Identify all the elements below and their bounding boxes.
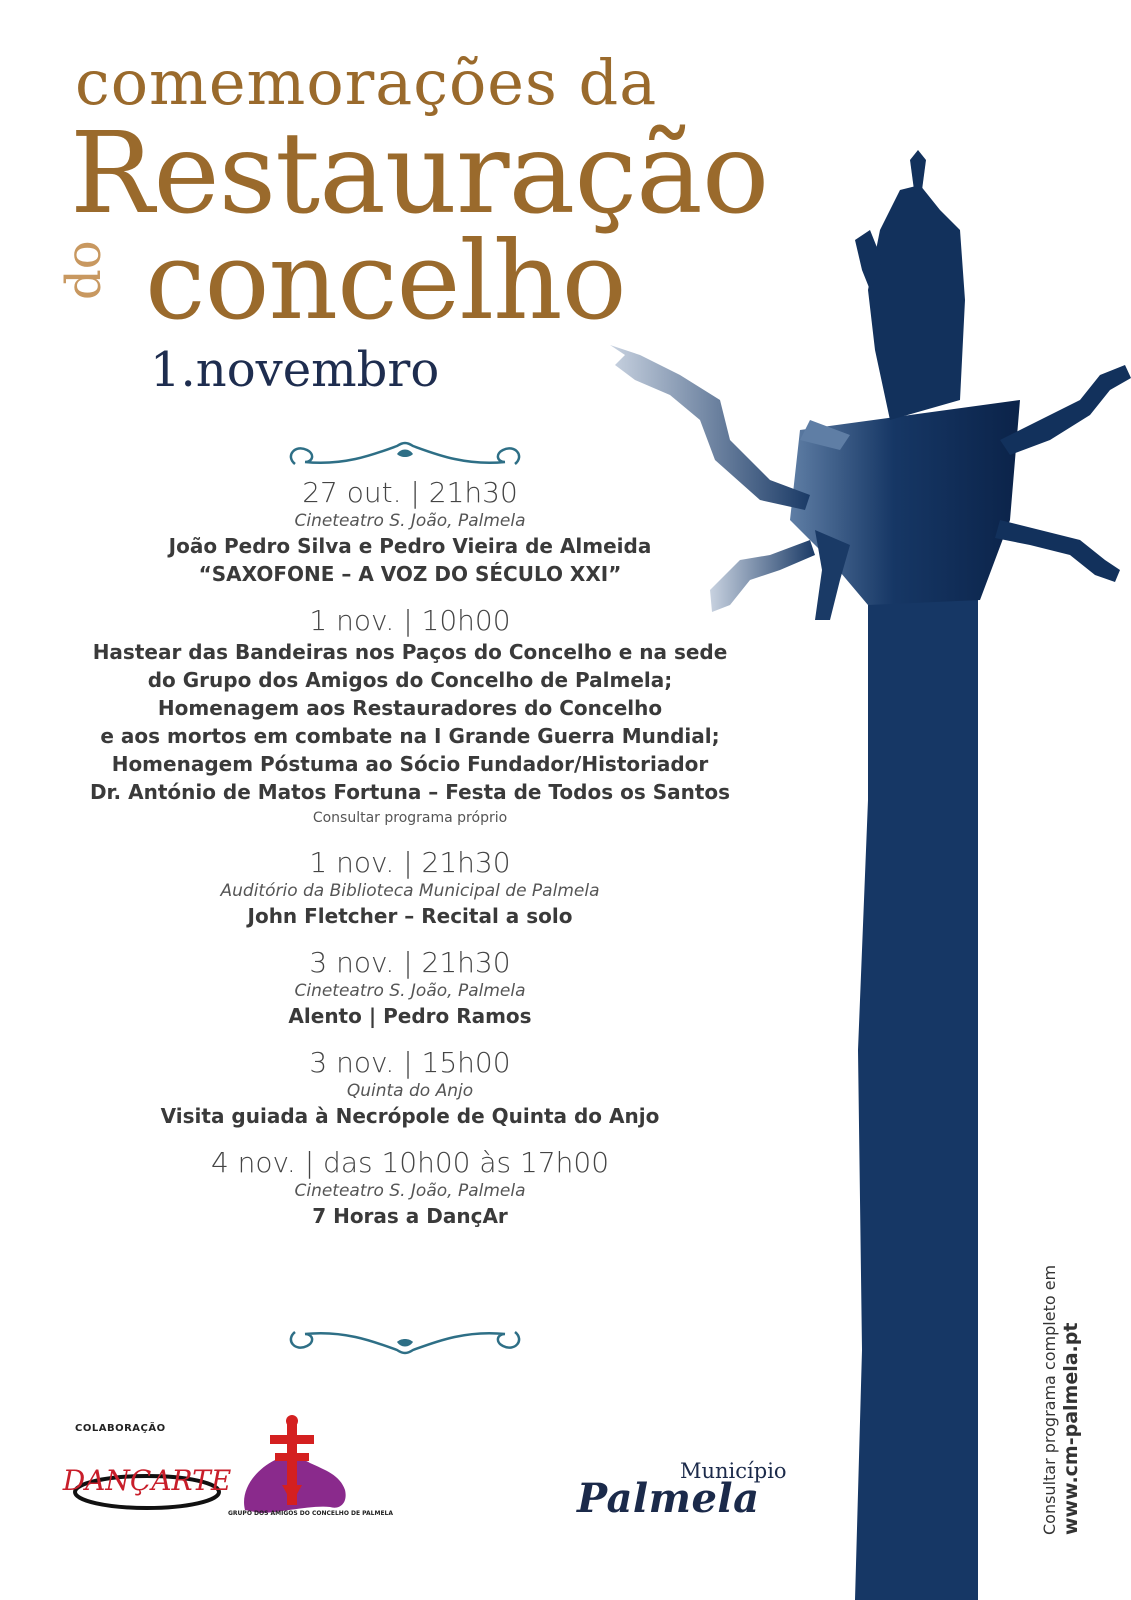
event-place: Auditório da Biblioteca Municipal de Palmela [220, 881, 600, 901]
title-line-concelho: concelho [145, 219, 626, 344]
event-description: Homenagem Póstuma ao Sócio Fundador/Historiador [111, 752, 709, 776]
event-place: Cineteatro S. João, Palmela [294, 981, 526, 1001]
event-date: 1 nov. | 21h30 [309, 846, 511, 879]
title-prefix-do: do [56, 240, 112, 300]
event-place: Quinta do Anjo [346, 1081, 474, 1101]
event-date: 3 nov. | 21h30 [309, 946, 511, 979]
event-item [60, 1046, 760, 1130]
title-line-restauracao: Restauração [70, 109, 769, 239]
event-description: 7 Horas a DançAr [312, 1204, 508, 1228]
website-link[interactable]: www.cm-palmela.pt [1060, 1322, 1082, 1535]
event-program [60, 476, 760, 1246]
title-date: 1.novembro [150, 342, 440, 398]
palmela-wordmark: Palmela [577, 1475, 760, 1522]
collaboration-label: COLABORAÇÃO [75, 1423, 166, 1434]
event-date: 27 out. | 21h30 [302, 476, 518, 509]
event-description: do Grupo dos Amigos do Concelho de Palmela; [147, 668, 673, 692]
event-place: Cineteatro S. João, Palmela [294, 511, 526, 531]
dancarte-logo [62, 1448, 232, 1518]
event-description: Homenagem aos Restauradores do Concelho [157, 696, 663, 720]
event-description: John Fletcher – Recital a solo [247, 904, 573, 928]
event-date: 3 nov. | 15h00 [309, 1046, 511, 1079]
event-item [60, 604, 760, 830]
dancarte-wordmark: DANÇARTE [62, 1464, 232, 1497]
event-place: Cineteatro S. João, Palmela [294, 1181, 526, 1201]
event-description: Dr. António de Matos Fortuna – Festa de Todos os Santos [89, 780, 731, 804]
municipio-label: Município [680, 1459, 787, 1483]
ornament-bottom [285, 1320, 525, 1360]
title-line-comemoracoes: comemorações da [75, 46, 658, 119]
event-description: “SAXOFONE – A VOZ DO SÉCULO XXI” [198, 562, 622, 586]
event-item [60, 1146, 760, 1230]
grupo-amigos-caption: GRUPO DOS AMIGOS DO CONCELHO DE PALMELA [228, 1510, 394, 1517]
event-description: João Pedro Silva e Pedro Vieira de Almeida [168, 534, 652, 558]
event-item [60, 846, 760, 930]
event-note: Consultar programa próprio [312, 810, 508, 826]
side-website-note [1040, 1265, 1082, 1535]
event-item [60, 946, 760, 1030]
event-description: Hastear das Bandeiras nos Paços do Concelho e na sede [92, 640, 728, 664]
event-date: 4 nov. | das 10h00 às 17h00 [210, 1146, 610, 1179]
event-description: Alento | Pedro Ramos [288, 1004, 532, 1028]
event-description: e aos mortos em combate na I Grande Guerra Mundial; [100, 724, 720, 748]
side-note-text: Consultar programa completo em [1040, 1264, 1059, 1535]
event-description: Visita guiada à Necrópole de Quinta do Anjo [160, 1104, 660, 1128]
event-date: 1 nov. | 10h00 [309, 604, 511, 637]
event-item [60, 476, 760, 588]
grupo-amigos-logo [228, 1415, 394, 1525]
ornament-top [285, 436, 525, 476]
